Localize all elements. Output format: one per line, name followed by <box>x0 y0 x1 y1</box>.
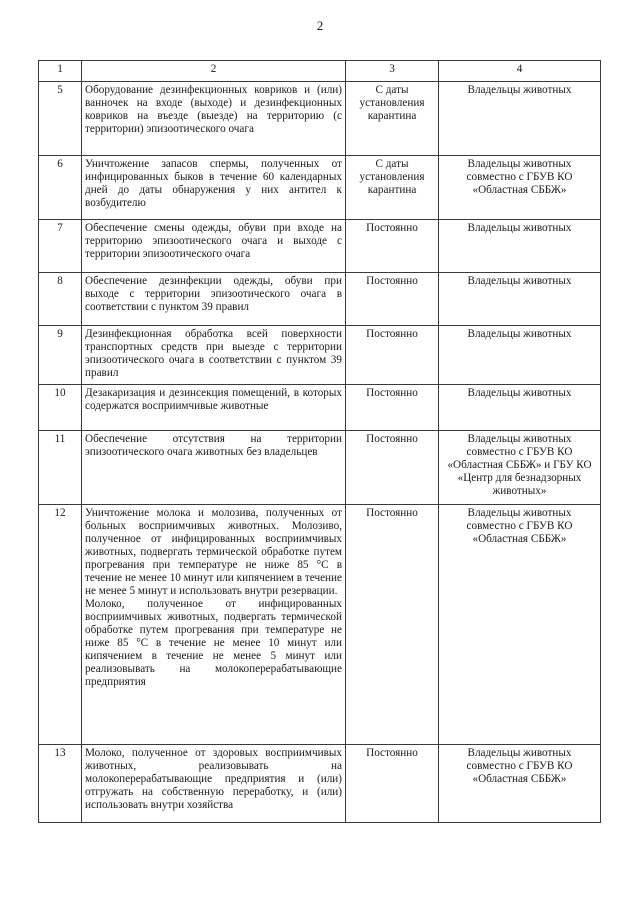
header-cell: 4 <box>439 61 601 82</box>
row-term: Постоянно <box>346 431 439 505</box>
row-responsible: Владельцы животных совместно с ГБУВ КО «Областная СББЖ» <box>439 745 601 823</box>
table-row <box>39 273 601 326</box>
table-row <box>39 745 601 823</box>
table-row <box>39 505 601 745</box>
row-term: Постоянно <box>346 505 439 745</box>
row-number: 7 <box>39 220 82 273</box>
row-action: Дезинфекционная обработка всей поверхности транспортных средств при выезде с территории эпизоотического очага в соответствии с пунктом 39 правил <box>82 326 346 385</box>
row-term: Постоянно <box>346 220 439 273</box>
header-cell: 2 <box>82 61 346 82</box>
row-responsible: Владельцы животных совместно с ГБУВ КО «Областная СББЖ» и ГБУ КО «Центр для безнадзорных животных» <box>439 431 601 505</box>
row-action: Уничтожение запасов спермы, полученных от инфицированных быков в течение 60 календарных дней до даты обнаружения у них антител к возбудителю <box>82 156 346 220</box>
row-action: Обеспечение смены одежды, обуви при входе на территорию эпизоотического очага и выходе с территории эпизоотического очага <box>82 220 346 273</box>
row-responsible: Владельцы животных <box>439 326 601 385</box>
row-number: 11 <box>39 431 82 505</box>
table-row <box>39 220 601 273</box>
row-number: 10 <box>39 385 82 431</box>
row-action: Дезакаризация и дезинсекция помещений, в которых содержатся восприимчивые животные <box>82 385 346 431</box>
row-responsible: Владельцы животных совместно с ГБУВ КО «Областная СББЖ» <box>439 156 601 220</box>
row-term: Постоянно <box>346 385 439 431</box>
row-number: 12 <box>39 505 82 745</box>
table-row <box>39 385 601 431</box>
table-row <box>39 326 601 385</box>
header-cell: 3 <box>346 61 439 82</box>
measures-table <box>38 60 601 823</box>
row-number: 6 <box>39 156 82 220</box>
row-responsible: Владельцы животных <box>439 273 601 326</box>
row-term: Постоянно <box>346 326 439 385</box>
table-row <box>39 431 601 505</box>
row-action: Обеспечение дезинфекции одежды, обуви при выходе с территории эпизоотического очага в соответствии с пунктом 39 правил <box>82 273 346 326</box>
table-row <box>39 156 601 220</box>
row-number: 9 <box>39 326 82 385</box>
row-term: С даты установления карантина <box>346 82 439 156</box>
row-number: 8 <box>39 273 82 326</box>
table-row <box>39 82 601 156</box>
row-action: Молоко, полученное от здоровых восприимчивых животных, реализовывать на молокоперерабатывающие предприятия и (или) отгружать на собственную переработку, и (или) использовать внутри хозяйства <box>82 745 346 823</box>
row-term: Постоянно <box>346 745 439 823</box>
table-header-row <box>39 61 601 82</box>
row-action: Уничтожение молока и молозива, полученных от больных восприимчивых животных. Молозиво, полученное от инфицированных восприимчивых животных, подвергать термической обработке путем прогревания при температуре не ниже 85 °С в течение не менее 10 минут или кипячением в течение не менее 5 минут и использовать внутри резервации. Молоко, полученное от инфицированных восприимчивых животных, подвергать термической обработке путем прогревания при температуре не ниже 85 °С в течение не менее 10 минут или кипячением в течение не менее 5 минут или реализовывать на молокоперерабатывающие предприятия <box>82 505 346 745</box>
row-action: Оборудование дезинфекционных ковриков и (или) ванночек на входе (выходе) и дезинфекционных ковриков на въезде (выезде) на территорию (с территории) эпизоотического очага <box>82 82 346 156</box>
row-responsible: Владельцы животных <box>439 82 601 156</box>
row-responsible: Владельцы животных <box>439 220 601 273</box>
row-number: 5 <box>39 82 82 156</box>
header-cell: 1 <box>39 61 82 82</box>
page-number: 2 <box>316 18 324 33</box>
row-term: Постоянно <box>346 273 439 326</box>
row-responsible: Владельцы животных совместно с ГБУВ КО «Областная СББЖ» <box>439 505 601 745</box>
row-number: 13 <box>39 745 82 823</box>
row-term: С даты установления карантина <box>346 156 439 220</box>
row-responsible: Владельцы животных <box>439 385 601 431</box>
row-action: Обеспечение отсутствия на территории эпизоотического очага животных без владельцев <box>82 431 346 505</box>
